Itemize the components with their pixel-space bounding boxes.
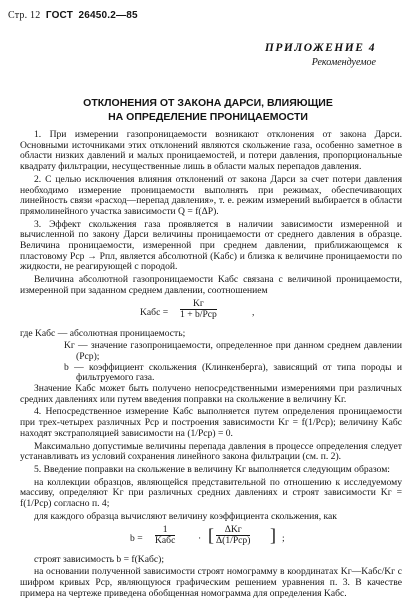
- formula-b-fraction-1: [155, 525, 175, 547]
- paragraph-3: 3. Эффект скольжения газа проявляется в наличии зависимости измеренной и вычисленной по закону Дарси величины проницаемости от среднего давления в образце. Величина проницаемости, измеренной при среднем давлении, приближающемся к пластовому Pср → Pпл, является абсолютной (Kабс) и близка к величине проницаемости по жидкости, не реагирующей с породой.: [20, 218, 402, 273]
- appendix-status: Рекомендуемое: [311, 57, 376, 68]
- document-body: [20, 130, 402, 601]
- formula-b-fraction-2: [216, 525, 250, 547]
- section-title-line1: ОТКЛОНЕНИЯ ОТ ЗАКОНА ДАРСИ, ВЛИЯЮЩИЕ: [83, 97, 333, 109]
- appendix-block: [265, 42, 376, 68]
- standard-label: ГОСТ: [45, 10, 74, 21]
- definition-where: где Kабс — абсолютная проницаемость;: [20, 327, 186, 339]
- paragraph-5: Значение Kабс может быть получено непосредственными измерениями при различных средних давлениях или путем введения поправки на скольжение в величину Kг.: [20, 383, 402, 405]
- definition-b: b — коэффициент скольжения (Клинкенберга), зависящий от типа породы и фильтруемого газа.: [64, 361, 402, 384]
- paragraph-9: на коллекции образцов, являющейся представительной по отношению к исследуемому массиву, определяют Kг при различных средних давлениях и строят зависимости Kг = f(1/Pср) согласно п. 4;: [20, 476, 402, 510]
- formula-b-bracket-open: [: [208, 524, 214, 545]
- formula-kabs-fraction: [180, 299, 217, 321]
- formula-b-denominator-1: Kабс: [155, 535, 176, 547]
- paragraph-1: 1. При измерении газопроницаемости возникают отклонения от закона Дарси. Основными источниками этих отклонений являются скольжение газа, особенно заметное в области низких давлений и малых проницаемостей, и потери давления, пропорциональные квадрату фильтрации, несущественные лишь в области малых перепадов давления.: [20, 129, 402, 173]
- paragraph-4: Величина абсолютной газопроницаемости Kабс связана с величиной проницаемости, измеренной при заданном среднем давлении, соотношением: [20, 274, 402, 296]
- page-header: [8, 10, 138, 21]
- paragraph-10: для каждого образца вычисляют величину коэффициента скольжения, как: [34, 510, 337, 522]
- formula-b-numerator-1: 1: [155, 525, 175, 537]
- formula-b: [20, 525, 402, 553]
- paragraph-6: 4. Непосредственное измерение Kабс выполняется путем определения проницаемости при трех-четырех различных Pср и построения зависимости Kг = f(1/Pср); величину Kабс находят экстраполяцией зависимости на (1/Pср) = 0.: [20, 406, 402, 439]
- paragraph-2: 2. С целью исключения влияния отклонений от закона Дарси за счет потери давления необходимо измерение проницаемости выполнять при режимах, обеспечивающих линейность связи «расход—перепад давления», т. е. режим измерений выбирается в области прямолинейного участка зависимости Q = f(ΔP).: [20, 173, 402, 217]
- formula-b-numerator-2: ΔKг: [216, 525, 250, 537]
- appendix-title: ПРИЛОЖЕНИЕ 4: [264, 42, 376, 54]
- formula-kabs-end: ,: [252, 306, 255, 318]
- section-title-line2: НА ОПРЕДЕЛЕНИЕ ПРОНИЦАЕМОСТИ: [108, 111, 308, 123]
- formula-b-lhs: b =: [130, 532, 143, 544]
- formula-kabs-lhs: Kабс =: [140, 306, 169, 318]
- paragraph-8: 5. Введение поправки на скольжение в величину Kг выполняется следующим образом:: [34, 463, 390, 475]
- section-title: [0, 96, 416, 124]
- formula-kabs-denominator: 1 + b/Pср: [180, 309, 217, 321]
- formula-b-denominator-2: Δ(1/Pср): [216, 535, 251, 547]
- standard-number: 26450.2—85: [78, 10, 138, 21]
- paragraph-11: строят зависимость b = f(Kабс);: [34, 553, 164, 565]
- page-number: Стр. 12: [8, 10, 41, 21]
- formula-kabs: [20, 299, 402, 327]
- formula-b-dot: ·: [198, 532, 202, 544]
- formula-b-end: ;: [282, 532, 285, 544]
- paragraph-7: Максимально допустимые величины перепада давления в процессе определения следует устанавливать из условий сохранения линейного закона фильтрации (см. п. 2).: [20, 440, 402, 463]
- formula-kabs-numerator: Kг: [180, 299, 217, 311]
- formula-b-bracket-close: ]: [270, 524, 276, 545]
- paragraph-12: на основании полученной зависимости строят номограмму в координатах Kг—Kабс/Kг с шифром кривых Pср, являющуюся графическим решением уравнения п. 3. В качестве примера на чертеже приведена обобщенная номограмма для определения Kабс.: [20, 566, 402, 599]
- definition-kg: Kг — значение газопроницаемости, определенное при данном среднем давлении (Pср);: [64, 340, 402, 362]
